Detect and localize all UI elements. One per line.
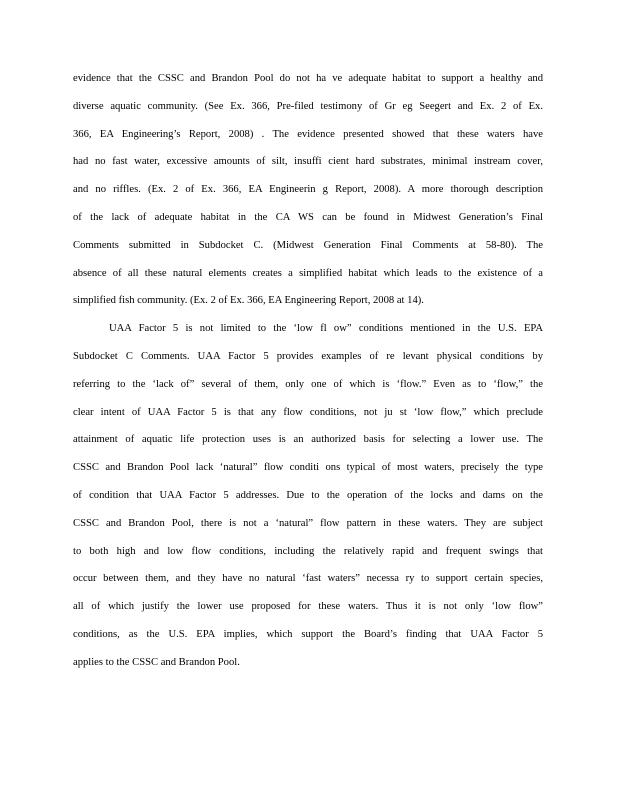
text-line: and no riffles. (Ex. 2 of Ex. 366, EA Engineerin g Report, 2008). A more thorough description — [73, 184, 543, 196]
text-line: 366, EA Engineering’s Report, 2008) . The evidence presented showed that these waters have — [73, 128, 543, 140]
text-line: attainment of aquatic life protection uses is an authorized basis for selecting a lower use. The — [73, 434, 543, 446]
text-line: of condition that UAA Factor 5 addresses. Due to the operation of the locks and dams on the — [73, 489, 543, 501]
paragraph-2 — [73, 318, 543, 679]
document-body — [73, 68, 543, 680]
text-line: evidence that the CSSC and Brandon Pool do not ha ve adequate habitat to support a healthy and — [73, 73, 543, 84]
text-line: had no fast water, excessive amounts of silt, insuffi cient hard substrates, minimal instream cover, — [73, 156, 543, 168]
text-line: applies to the CSSC and Brandon Pool. — [73, 656, 240, 668]
text-line: all of which justify the lower use proposed for these waters. Thus it is not only ‘low flow” — [73, 601, 543, 613]
text-line: clear intent of UAA Factor 5 is that any flow conditions, not ju st ‘low flow,” which preclude — [73, 406, 543, 418]
text-line: Comments submitted in Subdocket C. (Midwest Generation Final Comments at 58-80). The — [73, 239, 543, 251]
text-line: diverse aquatic community. (See Ex. 366, Pre-filed testimony of Gr eg Seegert and Ex. 2 of Ex. — [73, 100, 543, 112]
text-line: occur between them, and they have no natural ‘fast waters” necessa ry to support certain species, — [73, 573, 543, 585]
paragraph-1 — [73, 68, 543, 318]
text-line: to both high and low flow conditions, including the relatively rapid and frequent swings that — [73, 545, 543, 557]
text-line: absence of all these natural elements creates a simplified habitat which leads to the existence of a — [73, 267, 543, 279]
text-line: CSSC and Brandon Pool, there is not a ‘natural” flow pattern in these waters. They are subject — [73, 517, 543, 529]
text-line: of the lack of adequate habitat in the CA WS can be found in Midwest Generation’s Final — [73, 211, 543, 223]
text-line: conditions, as the U.S. EPA implies, which support the Board’s finding that UAA Factor 5 — [73, 628, 543, 640]
text-line: referring to the ‘lack of” several of them, only one of which is ‘flow.” Even as to ‘flow,” the — [73, 378, 543, 390]
text-line: CSSC and Brandon Pool lack ‘natural” flow conditi ons typical of most waters, precisely the type — [73, 462, 543, 474]
text-line: UAA Factor 5 is not limited to the ‘low fl ow” conditions mentioned in the U.S. EPA — [109, 323, 543, 335]
text-line: Subdocket C Comments. UAA Factor 5 provides examples of re levant physical conditions by — [73, 350, 543, 362]
text-line: simplified fish community. (Ex. 2 of Ex. 366, EA Engineering Report, 2008 at 14). — [73, 295, 424, 307]
